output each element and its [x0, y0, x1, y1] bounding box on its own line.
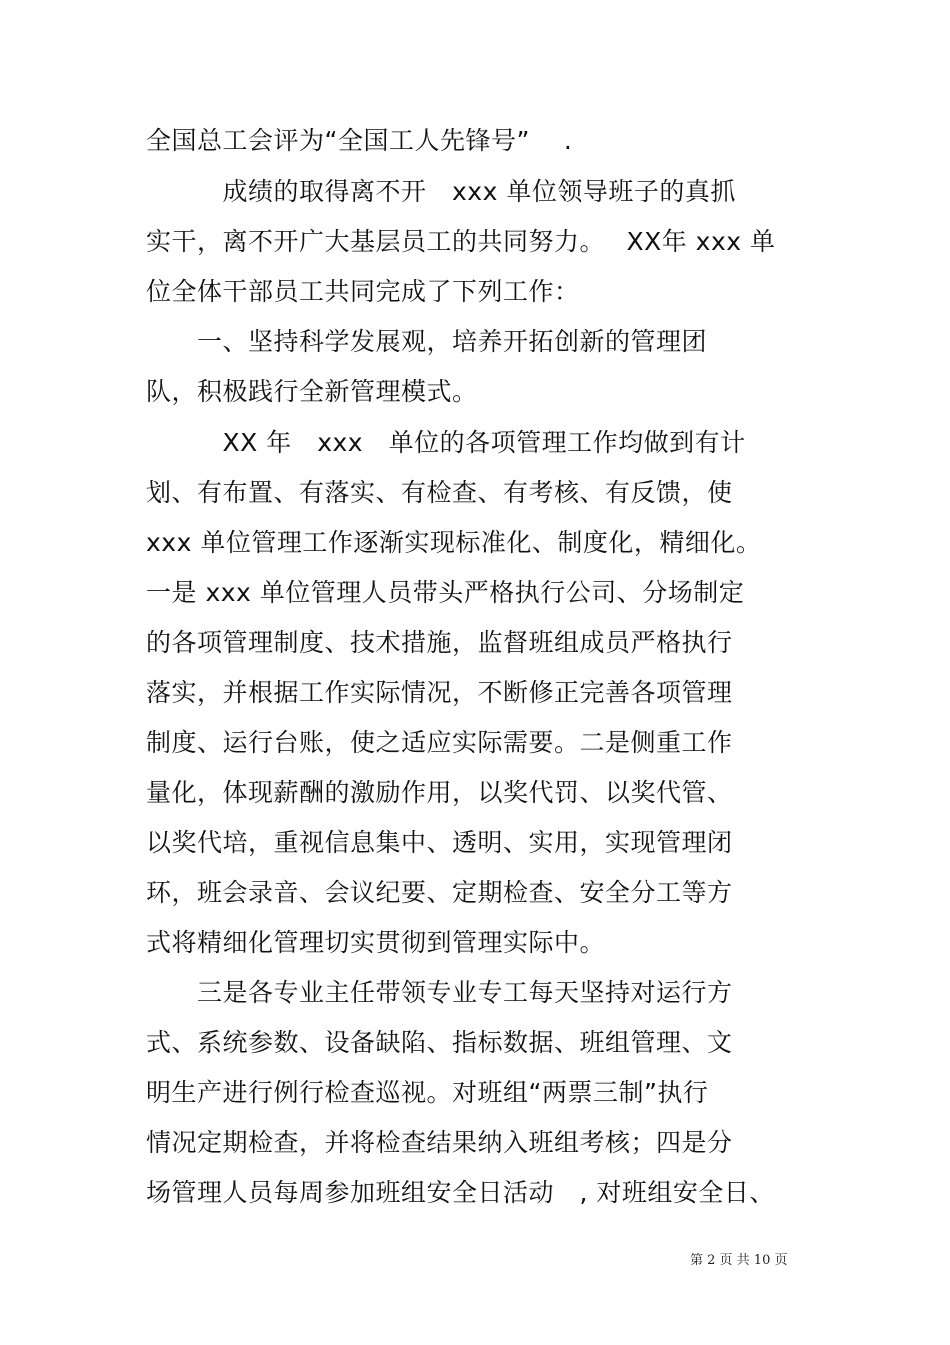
text-line: 量化，体现薪酬的激励作用，以奖代罚、以奖代管、	[146, 778, 733, 807]
text-line: 场管理人员每周参加班组安全日活动 , 对班组安全日、	[146, 1178, 775, 1207]
text-line: 队，积极践行全新管理模式。	[146, 377, 478, 406]
text-line: 实干，离不开广大基层员工的共同努力。 XX年 xxx 单	[146, 227, 776, 256]
text-line: 情况定期检查，并将检查结果纳入班组考核；四是分	[146, 1128, 733, 1157]
text-line: 成绩的取得离不开 xxx 单位领导班子的真抓	[146, 177, 736, 206]
text-line: 明生产进行例行检查巡视。对班组“两票三制”执行	[146, 1078, 709, 1107]
text-line: 划、有布置、有落实、有检查、有考核、有反馈，使	[146, 478, 733, 507]
text-line: 三是各专业主任带领专业专工每天坚持对运行方	[146, 978, 733, 1007]
text-line: 的各项管理制度、技术措施，监督班组成员严格执行	[146, 628, 733, 657]
text-line: 式将精细化管理切实贯彻到管理实际中。	[146, 928, 606, 957]
text-line: 一、坚持科学发展观，培养开拓创新的管理团	[146, 327, 708, 356]
text-line: 位全体干部员工共同完成了下列工作：	[146, 277, 580, 306]
page-number-footer: 第 2 页 共 10 页	[690, 1253, 788, 1268]
text-line: 式、系统参数、设备缺陷、指标数据、班组管理、文	[146, 1028, 733, 1057]
text-line: xxx 单位管理工作逐渐实现标准化、制度化，精细化。	[146, 528, 762, 557]
text-line: XX 年 xxx 单位的各项管理工作均做到有计	[146, 428, 746, 457]
text-line: 全国总工会评为“全国工人先锋号” .	[146, 126, 573, 155]
text-line: 落实，并根据工作实际情况，不断修正完善各项管理	[146, 678, 733, 707]
text-line: 制度、运行台账，使之适应实际需要。二是侧重工作	[146, 728, 733, 757]
text-line: 以奖代培，重视信息集中、透明、实用，实现管理闭	[146, 828, 733, 857]
text-line: 环，班会录音、会议纪要、定期检查、安全分工等方	[146, 878, 733, 907]
text-line: 一是 xxx 单位管理人员带头严格执行公司、分场制定	[146, 578, 745, 607]
